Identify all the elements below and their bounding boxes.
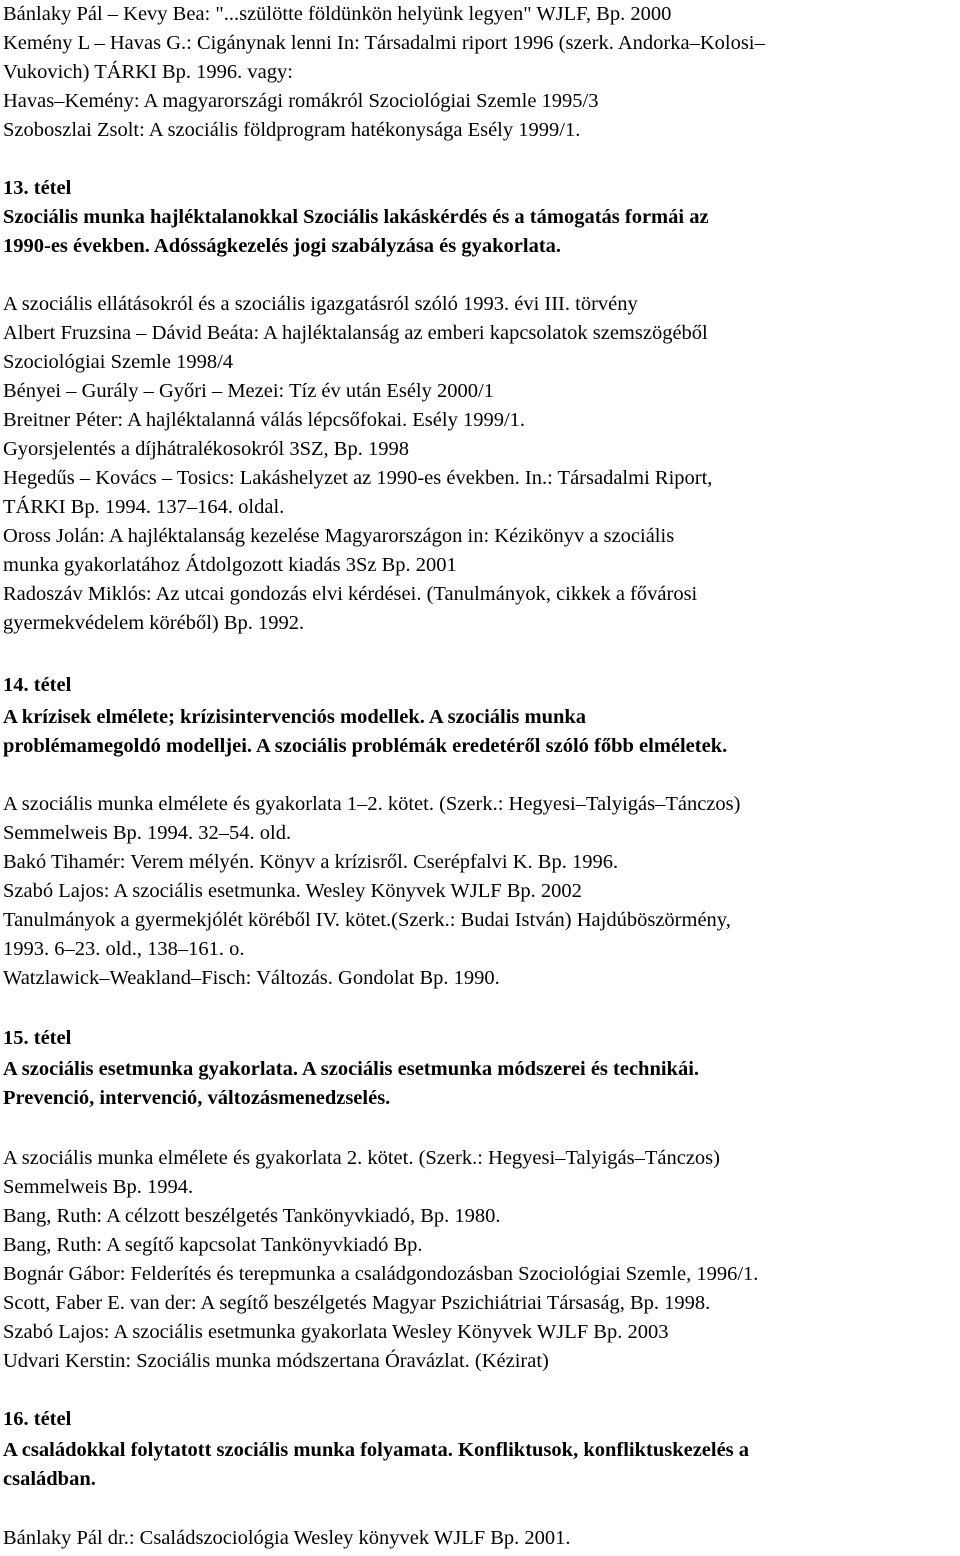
text-line: Szabó Lajos: A szociális esetmunka gyakorlata Wesley Könyvek WJLF Bp. 2003 <box>3 1321 669 1343</box>
text-line: Kemény L – Havas G.: Cigánynak lenni In: Társadalmi riport 1996 (szerk. Andorka–Kolosi– <box>3 32 765 54</box>
section-heading: 16. tétel <box>3 1408 72 1430</box>
text-line: Bakó Tihamér: Verem mélyén. Könyv a krízisről. Cserépfalvi K. Bp. 1996. <box>3 851 619 873</box>
text-line: Bánlaky Pál – Kevy Bea: "...szülötte földünkön helyünk legyen" WJLF, Bp. 2000 <box>3 3 672 25</box>
text-line: Bényei – Gurály – Győri – Mezei: Tíz év után Esély 2000/1 <box>3 380 494 402</box>
text-line: Bognár Gábor: Felderítés és terepmunka a családgondozásban Szociológiai Szemle, 1996/1. <box>3 1263 759 1285</box>
text-line: A szociális munka elmélete és gyakorlata 1–2. kötet. (Szerk.: Hegyesi–Talyigás–Tánczos) <box>3 793 741 815</box>
text-line: Bánlaky Pál dr.: Családszociológia Wesley könyvek WJLF Bp. 2001. <box>3 1527 571 1549</box>
text-line: Scott, Faber E. van der: A segítő beszélgetés Magyar Pszichiátriai Társaság, Bp. 1998. <box>3 1292 711 1314</box>
text-line: Semmelweis Bp. 1994. 32–54. old. <box>3 822 292 844</box>
text-line: Szociológiai Szemle 1998/4 <box>3 351 234 373</box>
text-line: Oross Jolán: A hajléktalanság kezelése Magyarországon in: Kézikönyv a szociális <box>3 525 675 547</box>
text-line: Hegedűs – Kovács – Tosics: Lakáshelyzet az 1990-es években. In.: Társadalmi Riport, <box>3 467 713 489</box>
text-line: 1993. 6–23. old., 138–161. o. <box>3 938 245 960</box>
section-heading: 13. tétel <box>3 177 72 199</box>
section-title: Szociális munka hajléktalanokkal Szociális lakáskérdés és a támogatás formái az <box>3 206 709 228</box>
text-line: A szociális munka elmélete és gyakorlata 2. kötet. (Szerk.: Hegyesi–Talyigás–Tánczos) <box>3 1147 720 1169</box>
text-line: Udvari Kerstin: Szociális munka módszertana Óravázlat. (Kézirat) <box>3 1350 549 1372</box>
text-line: Semmelweis Bp. 1994. <box>3 1176 194 1198</box>
text-line: Szoboszlai Zsolt: A szociális földprogram hatékonysága Esély 1999/1. <box>3 119 581 141</box>
text-line: Vukovich) TÁRKI Bp. 1996. vagy: <box>3 61 293 83</box>
text-line: Gyorsjelentés a díjhátralékosokról 3SZ, Bp. 1998 <box>3 438 409 460</box>
section-title: A családokkal folytatott szociális munka folyamata. Konfliktusok, konfliktuskezelés a <box>3 1439 750 1461</box>
text-line: Szabó Lajos: A szociális esetmunka. Wesley Könyvek WJLF Bp. 2002 <box>3 880 582 902</box>
section-title: 1990-es években. Adósságkezelés jogi szabályzása és gyakorlata. <box>3 235 562 257</box>
text-line: Bang, Ruth: A célzott beszélgetés Tankönyvkiadó, Bp. 1980. <box>3 1205 501 1227</box>
section-title: A szociális esetmunka gyakorlata. A szociális esetmunka módszerei és technikái. <box>3 1058 700 1080</box>
text-line: Albert Fruzsina – Dávid Beáta: A hajléktalanság az emberi kapcsolatok szemszögéből <box>3 322 708 344</box>
text-line: Radoszáv Miklós: Az utcai gondozás elvi kérdései. (Tanulmányok, cikkek a fővárosi <box>3 583 698 605</box>
text-line: Havas–Kemény: A magyarországi romákról Szociológiai Szemle 1995/3 <box>3 90 599 112</box>
text-line: Bang, Ruth: A segítő kapcsolat Tankönyvkiadó Bp. <box>3 1234 423 1256</box>
text-line: TÁRKI Bp. 1994. 137–164. oldal. <box>3 496 285 518</box>
text-line: Watzlawick–Weakland–Fisch: Változás. Gondolat Bp. 1990. <box>3 967 500 989</box>
text-line: Breitner Péter: A hajléktalanná válás lépcsőfokai. Esély 1999/1. <box>3 409 526 431</box>
text-line: gyermekvédelem köréből) Bp. 1992. <box>3 612 305 634</box>
section-title: Prevenció, intervenció, változásmenedzselés. <box>3 1087 391 1109</box>
section-title: problémamegoldó modelljei. A szociális problémák eredetéről szóló főbb elméletek. <box>3 735 728 757</box>
text-line: Tanulmányok a gyermekjólét köréből IV. kötet.(Szerk.: Budai István) Hajdúböszörmény, <box>3 909 731 931</box>
section-title: családban. <box>3 1468 96 1490</box>
text-line: A szociális ellátásokról és a szociális igazgatásról szóló 1993. évi III. törvény <box>3 293 638 315</box>
section-title: A krízisek elmélete; krízisintervenciós modellek. A szociális munka <box>3 706 587 728</box>
section-heading: 14. tétel <box>3 674 72 696</box>
section-heading: 15. tétel <box>3 1027 72 1049</box>
text-line: munka gyakorlatához Átdolgozott kiadás 3Sz Bp. 2001 <box>3 554 457 576</box>
